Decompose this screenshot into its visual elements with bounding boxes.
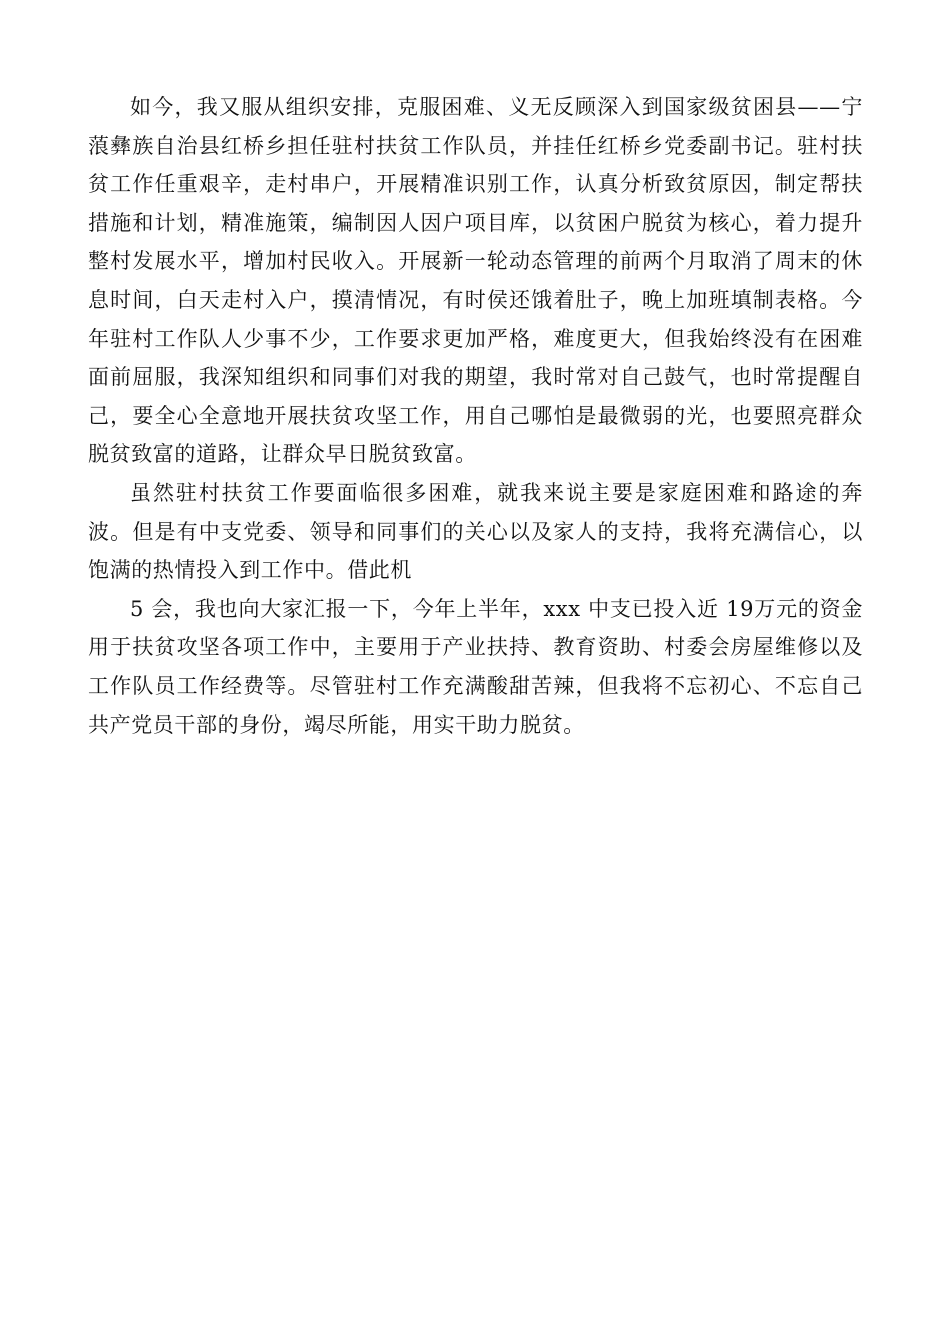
paragraph-2: 虽然驻村扶贫工作要面临很多困难，就我来说主要是家庭困难和路途的奔波。但是有中支党委、领导和同事们的关心以及家人的支持，我将充满信心，以饱满的热情投入到工作中。借此机 <box>88 480 863 583</box>
paragraph-3: 5 会，我也向大家汇报一下，今年上半年，xxx 中支已投入近 19万元的资金用于扶贫攻坚各项工作中，主要用于产业扶持、教育资助、村委会房屋维修以及工作队员工作经费等。尽管驻村工作充满酸甜苦辣，但我将不忘初心、不忘自己共产党员干部的身份，竭尽所能，用实干助力脱贫。 <box>88 596 863 737</box>
paragraph-1: 如今，我又服从组织安排，克服困难、义无反顾深入到国家级贫困县——宁蒗彝族自治县红桥乡担任驻村扶贫工作队员，并挂任红桥乡党委副书记。驻村扶贫工作任重艰辛，走村串户，开展精准识别工作，认真分析致贫原因，制定帮扶措施和计划，精准施策，编制因人因户项目库，以贫困户脱贫为核心，着力提升整村发展水平，增加村民收入。开展新一轮动态管理的前两个月取消了周末的休息时间，白天走村入户，摸清情况，有时侯还饿着肚子，晚上加班填制表格。今年驻村工作队人少事不少，工作要求更加严格，难度更大，但我始终没有在困难面前屈服，我深知组织和同事们对我的期望，我时常对自己鼓气，也时常提醒自己，要全心全意地开展扶贫攻坚工作，用自己哪怕是最微弱的光，也要照亮群众脱贫致富的道路，让群众早日脱贫致富。 <box>88 95 863 467</box>
document-body <box>88 88 863 744</box>
